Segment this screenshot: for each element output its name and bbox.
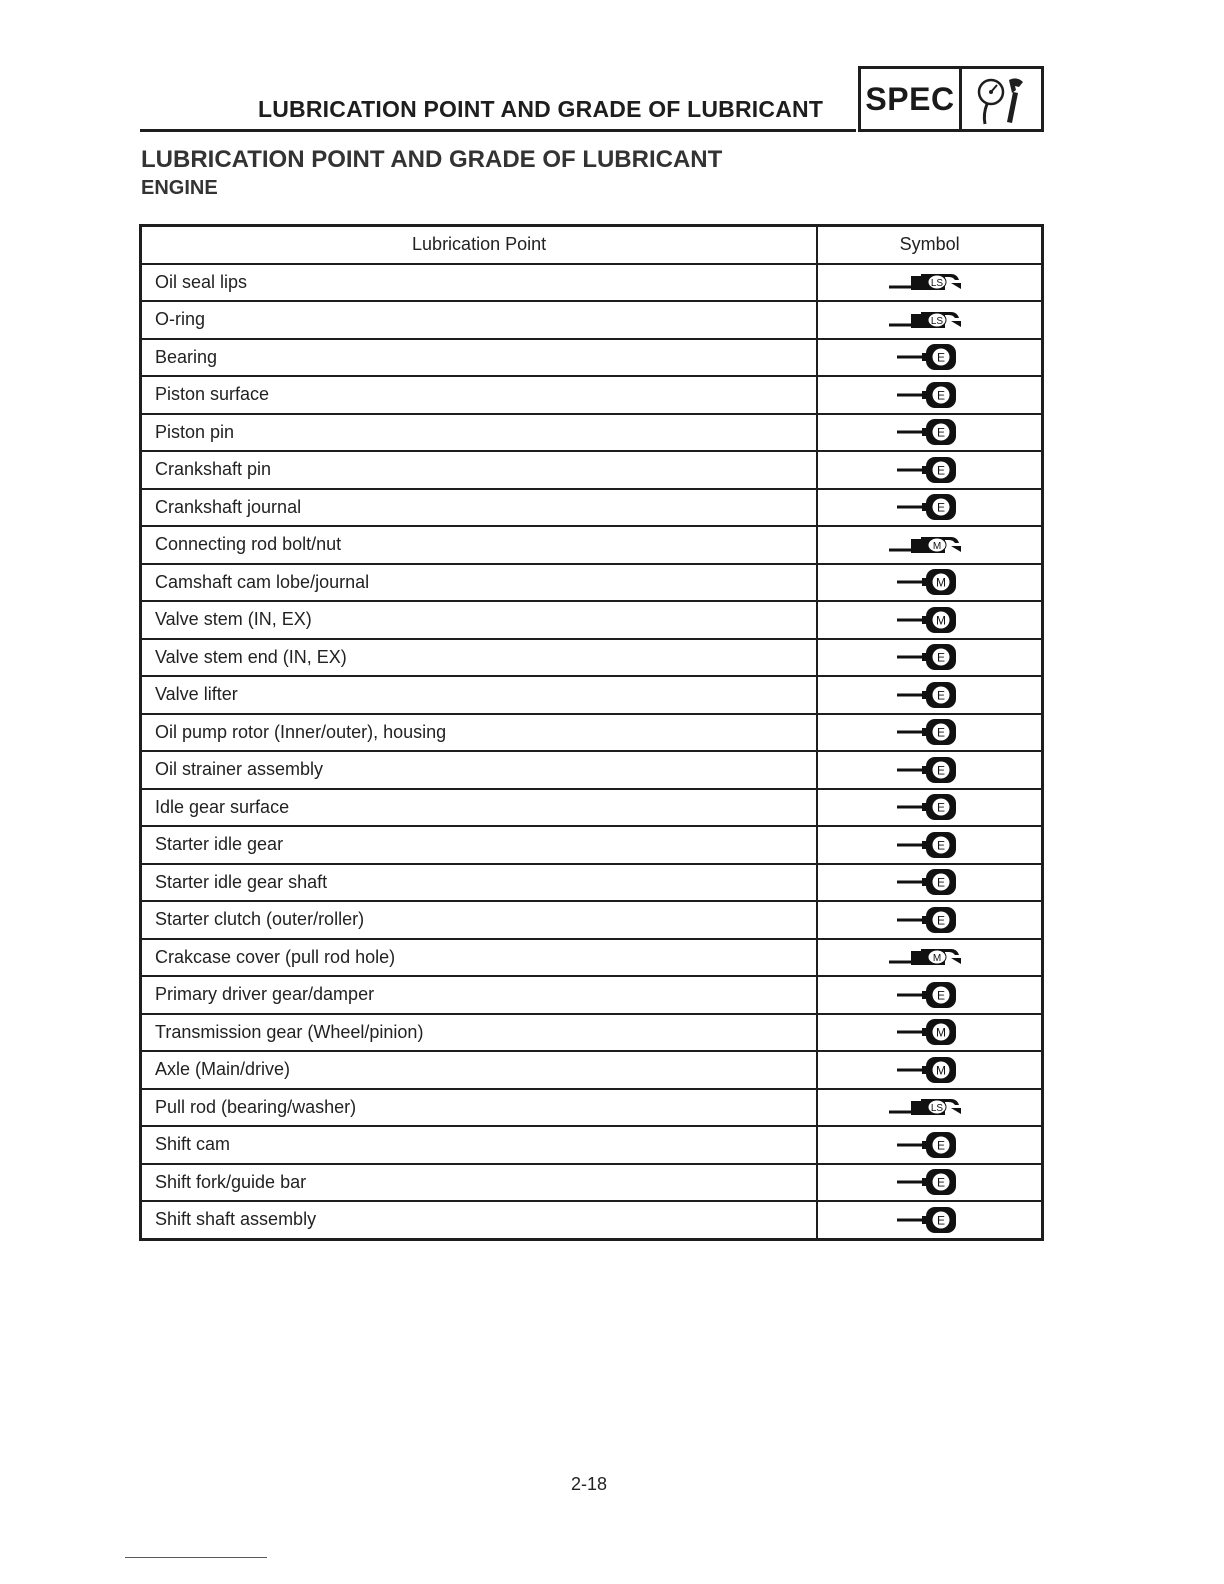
table-row — [141, 526, 1043, 564]
table-row — [141, 976, 1043, 1014]
lubrication-point: Crakcase cover (pull rod hole) — [141, 939, 818, 977]
table-row — [141, 939, 1043, 977]
oil-symbol-icon — [817, 789, 1042, 827]
table-row — [141, 264, 1043, 302]
section-title: LUBRICATION POINT AND GRADE OF LUBRICANT — [141, 146, 723, 173]
svg-text:E: E — [936, 388, 945, 403]
table-row — [141, 376, 1043, 414]
oil-symbol-icon — [817, 751, 1042, 789]
spec-badge — [858, 66, 1044, 132]
lubrication-point: Valve stem (IN, EX) — [141, 601, 818, 639]
oil-symbol-icon — [817, 1014, 1042, 1052]
svg-text:E: E — [936, 763, 945, 778]
svg-text:E: E — [936, 650, 945, 665]
svg-text:E: E — [936, 463, 945, 478]
table-header-row — [141, 226, 1043, 264]
lubrication-point: Axle (Main/drive) — [141, 1051, 818, 1089]
grease-symbol-icon — [817, 301, 1042, 339]
lubrication-point: Transmission gear (Wheel/pinion) — [141, 1014, 818, 1052]
svg-text:E: E — [936, 725, 945, 740]
svg-text:E: E — [936, 1138, 945, 1153]
svg-text:E: E — [936, 350, 945, 365]
page-header-title: LUBRICATION POINT AND GRADE OF LUBRICANT — [258, 96, 824, 122]
table-row — [141, 451, 1043, 489]
svg-text:LS: LS — [930, 315, 943, 327]
lubrication-point: Camshaft cam lobe/journal — [141, 564, 818, 602]
oil-symbol-icon — [817, 1126, 1042, 1164]
oil-symbol-icon — [817, 564, 1042, 602]
table-row — [141, 639, 1043, 677]
grease-symbol-icon — [817, 939, 1042, 977]
page-number: 2-18 — [570, 1474, 608, 1494]
grease-symbol-icon — [817, 526, 1042, 564]
lubrication-point: Pull rod (bearing/washer) — [141, 1089, 818, 1127]
oil-symbol-icon — [817, 901, 1042, 939]
table-row — [141, 489, 1043, 527]
header-symbol: Symbol — [817, 226, 1042, 264]
svg-text:E: E — [936, 800, 945, 815]
lubrication-point: Crankshaft pin — [141, 451, 818, 489]
svg-text:E: E — [936, 838, 945, 853]
lubrication-point: Primary driver gear/damper — [141, 976, 818, 1014]
table-row — [141, 301, 1043, 339]
lubrication-point: Oil pump rotor (Inner/outer), housing — [141, 714, 818, 752]
lubrication-point: O-ring — [141, 301, 818, 339]
svg-text:LS: LS — [930, 1103, 943, 1115]
oil-symbol-icon — [817, 1201, 1042, 1239]
table-row — [141, 864, 1043, 902]
lubrication-point: Starter idle gear shaft — [141, 864, 818, 902]
table-row — [141, 1164, 1043, 1202]
lubrication-point: Oil seal lips — [141, 264, 818, 302]
table-row — [141, 901, 1043, 939]
header-rule — [140, 129, 856, 132]
footer-rule — [125, 1557, 267, 1558]
svg-text:E: E — [936, 988, 945, 1003]
oil-symbol-icon — [817, 639, 1042, 677]
lubrication-point: Valve lifter — [141, 676, 818, 714]
grease-symbol-icon — [817, 264, 1042, 302]
lubrication-point: Bearing — [141, 339, 818, 377]
svg-text:M: M — [935, 613, 946, 628]
oil-symbol-icon — [817, 1051, 1042, 1089]
table-row — [141, 1014, 1043, 1052]
lubrication-point: Connecting rod bolt/nut — [141, 526, 818, 564]
lubrication-table — [139, 224, 1044, 1241]
section-subtitle: ENGINE — [141, 177, 218, 199]
oil-symbol-icon — [817, 339, 1042, 377]
svg-text:M: M — [932, 953, 941, 965]
table-row — [141, 564, 1043, 602]
oil-symbol-icon — [817, 601, 1042, 639]
gauge-wrench-icon — [962, 69, 1041, 129]
svg-text:E: E — [936, 500, 945, 515]
oil-symbol-icon — [817, 864, 1042, 902]
svg-text:M: M — [932, 540, 941, 552]
svg-text:E: E — [936, 1213, 945, 1228]
lubrication-point: Starter clutch (outer/roller) — [141, 901, 818, 939]
oil-symbol-icon — [817, 376, 1042, 414]
svg-text:M: M — [935, 1063, 946, 1078]
lubrication-point: Valve stem end (IN, EX) — [141, 639, 818, 677]
table-row — [141, 826, 1043, 864]
svg-text:M: M — [935, 575, 946, 590]
oil-symbol-icon — [817, 976, 1042, 1014]
lubrication-point: Piston surface — [141, 376, 818, 414]
lubrication-point: Idle gear surface — [141, 789, 818, 827]
oil-symbol-icon — [817, 489, 1042, 527]
table-row — [141, 676, 1043, 714]
table-row — [141, 789, 1043, 827]
svg-text:LS: LS — [930, 278, 943, 290]
table-row — [141, 1089, 1043, 1127]
table-row — [141, 601, 1043, 639]
lubrication-point: Oil strainer assembly — [141, 751, 818, 789]
table-row — [141, 1201, 1043, 1239]
header-lubrication-point: Lubrication Point — [141, 226, 818, 264]
lubrication-point: Piston pin — [141, 414, 818, 452]
table-row — [141, 414, 1043, 452]
svg-text:E: E — [936, 425, 945, 440]
spec-label: SPEC — [861, 69, 962, 129]
oil-symbol-icon — [817, 1164, 1042, 1202]
svg-text:M: M — [935, 1025, 946, 1040]
table-row — [141, 714, 1043, 752]
grease-symbol-icon — [817, 1089, 1042, 1127]
svg-text:E: E — [936, 875, 945, 890]
lubrication-point: Crankshaft journal — [141, 489, 818, 527]
oil-symbol-icon — [817, 451, 1042, 489]
table-row — [141, 751, 1043, 789]
table-row — [141, 339, 1043, 377]
svg-text:E: E — [936, 913, 945, 928]
oil-symbol-icon — [817, 714, 1042, 752]
oil-symbol-icon — [817, 414, 1042, 452]
svg-text:E: E — [936, 1175, 945, 1190]
oil-symbol-icon — [817, 676, 1042, 714]
svg-text:E: E — [936, 688, 945, 703]
lubrication-point: Shift cam — [141, 1126, 818, 1164]
table-row — [141, 1126, 1043, 1164]
lubrication-point: Starter idle gear — [141, 826, 818, 864]
lubrication-point: Shift shaft assembly — [141, 1201, 818, 1239]
lubrication-point: Shift fork/guide bar — [141, 1164, 818, 1202]
table-row — [141, 1051, 1043, 1089]
oil-symbol-icon — [817, 826, 1042, 864]
